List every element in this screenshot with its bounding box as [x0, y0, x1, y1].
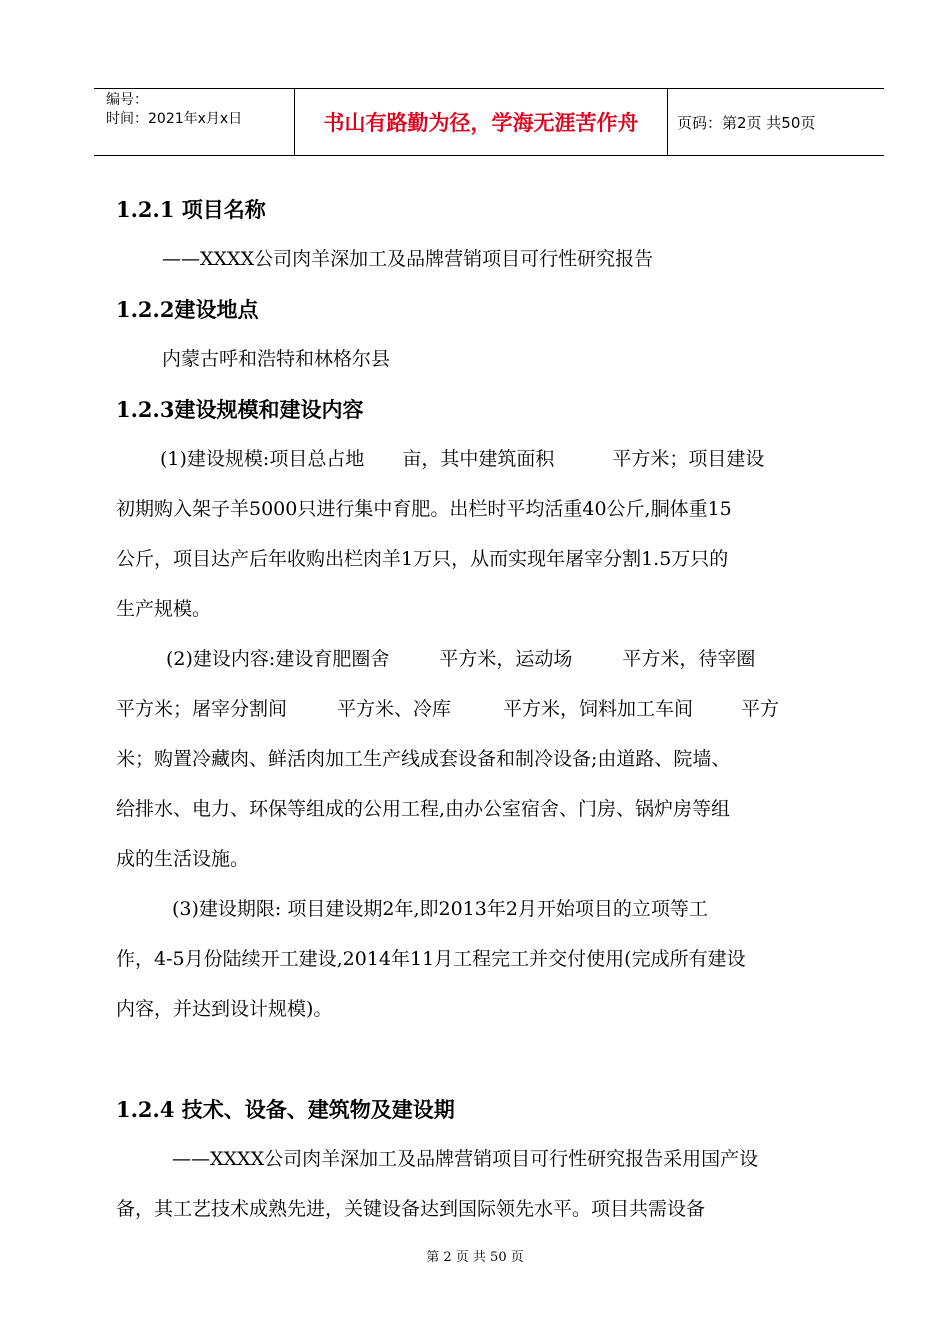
content-paragraph-line	[116, 694, 779, 721]
period-paragraph-line: 内容，并达到设计规模)。	[116, 998, 333, 1020]
scale-paragraph-line: 生产规模。	[116, 598, 212, 620]
scale-paragraph-line: 公斤，项目达产后年收购出栏肉羊1万只，从而实现年屠宰分割1.5万只的	[116, 548, 729, 570]
section-title-technology: 1.2.4 技术、设备、建筑物及建设期	[116, 1097, 455, 1122]
text-run: 平方	[741, 698, 780, 720]
text-run: 亩，其中建筑面积	[402, 448, 555, 470]
section-title-project-name: 1.2.1 项目名称	[116, 197, 266, 222]
content-paragraph-line: 成的生活设施。	[116, 848, 250, 870]
document-number-label: 编号：	[106, 92, 148, 108]
period-paragraph-line: (3)建设期限: 项目建设期2年,即2013年2月开始项目的立项等工	[172, 898, 708, 920]
content-paragraph-line	[166, 644, 755, 671]
text-run: (2)建设内容:建设育肥圈舍	[166, 648, 390, 670]
content-paragraph-line: 给排水、电力、环保等组成的公用工程,由办公室宿舍、门房、锅炉房等组	[116, 798, 731, 820]
technology-paragraph-line: ——XXXX公司肉羊深加工及品牌营销项目可行性研究报告采用国产设	[172, 1148, 759, 1170]
project-name-text: ——XXXX公司肉羊深加工及品牌营销项目可行性研究报告	[162, 248, 654, 270]
page-footer: 第 2 页 共 50 页	[426, 1250, 524, 1265]
section-title-scale-content: 1.2.3建设规模和建设内容	[116, 397, 364, 422]
document-header	[94, 88, 884, 156]
document-time-label: 时间：2021年x月x日	[106, 111, 243, 127]
text-run: 平方米、冷库	[337, 698, 452, 720]
text-run: 平方米，饲料加工车间	[503, 698, 694, 720]
section-title-location: 1.2.2建设地点	[116, 297, 259, 322]
technology-paragraph-line: 备，其工艺技术成熟先进，关键设备达到国际领先水平。项目共需设备	[116, 1198, 706, 1220]
period-paragraph-line: 作，4-5月份陆续开工建设,2014年11月工程完工并交付使用(完成所有建设	[116, 948, 746, 970]
header-meta-cell	[94, 89, 295, 155]
text-run: (1)建设规模:项目总占地	[160, 448, 365, 470]
text-run: 平方米；项目建设	[612, 448, 765, 470]
text-run: 平方米，运动场	[439, 648, 573, 670]
text-run: 平方米；屠宰分割间	[116, 698, 288, 720]
location-text: 内蒙古呼和浩特和林格尔县	[162, 348, 391, 370]
scale-paragraph-line	[160, 444, 764, 471]
header-page-info: 页码：第2页 共50页	[677, 113, 816, 132]
text-run: 平方米，待宰圈	[622, 648, 756, 670]
header-motto: 书山有路勤为径，学海无涯苦作舟	[295, 89, 668, 155]
scale-paragraph-line: 初期购入架子羊5000只进行集中育肥。出栏时平均活重40公斤,胴体重15	[116, 498, 732, 520]
content-paragraph-line: 米；购置冷藏肉、鲜活肉加工生产线成套设备和制冷设备;由道路、院墙、	[116, 748, 731, 770]
